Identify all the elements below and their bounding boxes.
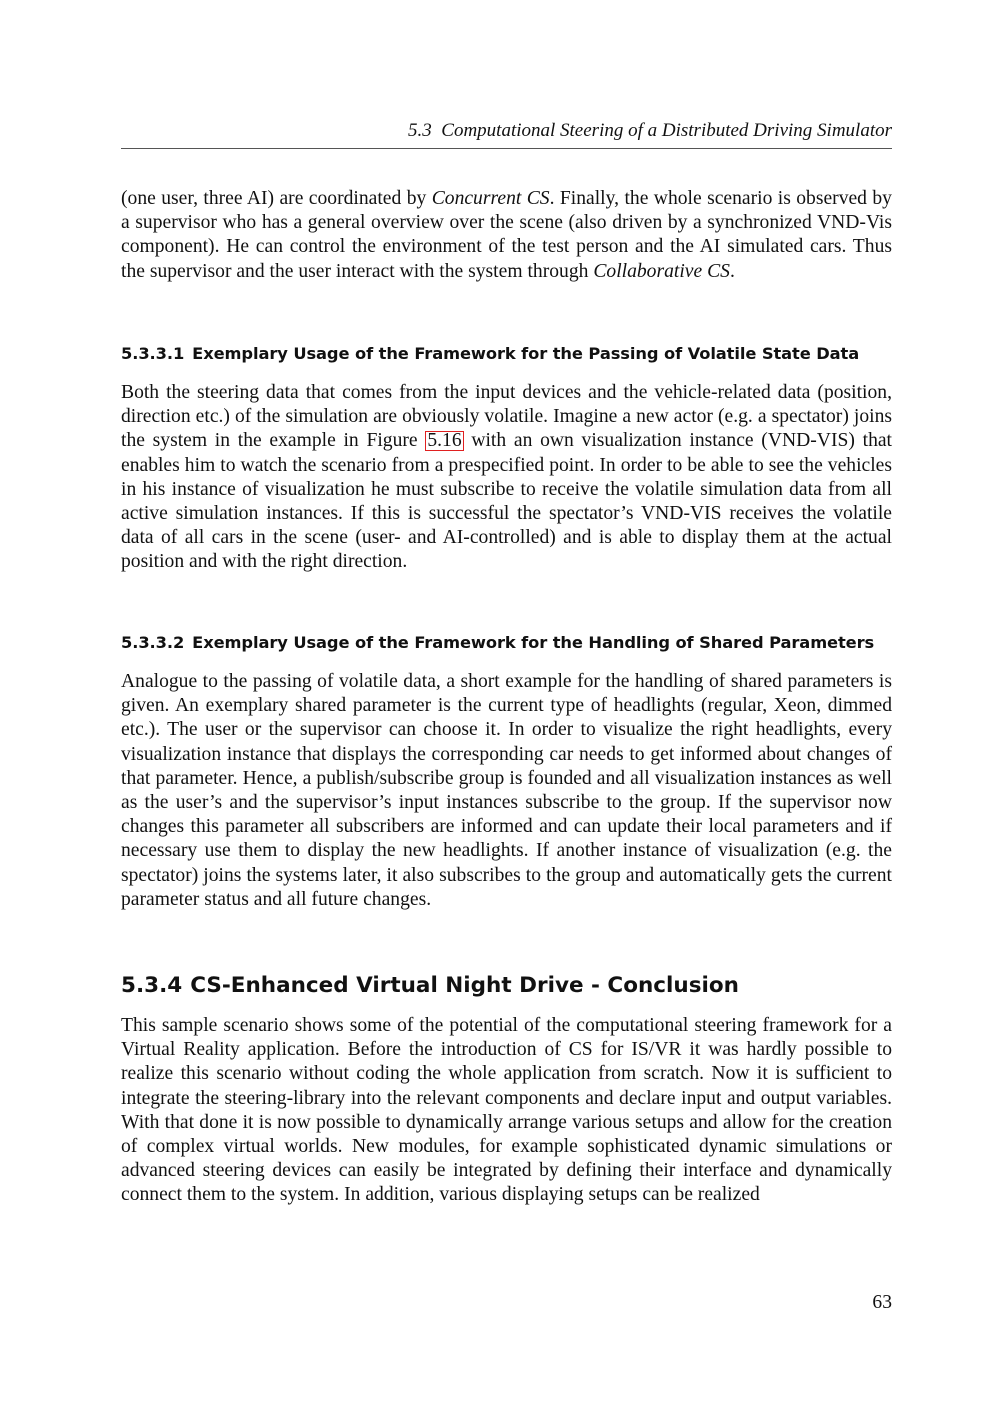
intro-block (121, 187, 892, 284)
subsection-title: Exemplary Usage of the Framework for the Passing of Volatile State Data (192, 344, 860, 363)
subsection-paragraph: Analogue to the passing of volatile data, a short example for the handling of shared parameters is given. An exemplary shared parameter is the current type of headlights (regular, Xeon, dimmed etc.). The user or the supervisor can choose it. In order to visualize the right headlights, every visualization instance that displays the corresponding car needs to get informed about changes of that parameter. Hence, a publish/subscribe group is founded and all visualization instances as well as the user’s and the supervisor’s input instances subscribe to the group. If the supervisor now changes this parameter all subscribers are informed and can update their local parameters and if necessary use them to display the new headlights. If another instance of visualization (e.g. the spectator) joins the systems later, it also subscribes to the group and automatically gets the current parameter status and all future changes. (121, 671, 892, 910)
subsection-5-3-3-1 (121, 343, 892, 365)
subsection-heading (121, 632, 892, 654)
figure-reference-link[interactable]: 5.16 (427, 430, 462, 452)
paragraph-text: Both the steering data that comes from the input devices and the vehicle-related data (position, direction etc.) of the simulation are obviously volatile. Imagine a new actor (e.g. a spectator) joins the system in the example in Figure (121, 382, 892, 452)
subsection-number: 5.3.3.1 (121, 344, 185, 363)
intro-emphasis-collaborative-cs: Collaborative CS (593, 260, 730, 282)
intro-text-2: . Finally, the whole scenario is observed by a supervisor who has a general overview over the scene (also driven by a synchronized VND-Vis component). He can control the environment of the test person and the AI simulated cars. Thus the supervisor and the user interact with the system through (121, 188, 892, 282)
subsection-5-3-3-1-body (121, 381, 892, 575)
subsection-paragraph (121, 381, 892, 575)
section-5-3-4 (121, 972, 892, 1000)
subsection-5-3-3-2-body (121, 670, 892, 912)
section-number: 5.3.4 (121, 973, 183, 998)
intro-emphasis-concurrent-cs: Concurrent CS (431, 188, 550, 209)
intro-paragraph (121, 187, 892, 284)
subsection-5-3-3-2 (121, 632, 892, 654)
paragraph-text: with an own visualization instance (VND-VIS) that enables him to watch the scenario from a prespecified point. In order to be able to see the vehicles in his instance of visualization he must subscribe to receive the volatile simulation data from all active simulation instances. If this is successful the spectator’s VND-VIS receives the volatile data of all cars in the scene (user- and AI-controlled) and is able to display them at the actual position and with the right direction. (121, 430, 892, 573)
subsection-heading (121, 343, 892, 365)
intro-text-1: (one user, three AI) are coordinated by (121, 188, 432, 209)
section-5-3-4-body (121, 1014, 892, 1208)
header-section-number: 5.3 (408, 120, 432, 141)
section-heading (121, 972, 892, 1000)
subsection-title: Exemplary Usage of the Framework for the Handling of Shared Parameters (192, 633, 875, 652)
intro-text-3: . (729, 260, 735, 282)
running-header (121, 119, 892, 149)
subsection-number: 5.3.3.2 (121, 633, 185, 652)
page-number: 63 (872, 1292, 892, 1313)
section-title: CS-Enhanced Virtual Night Drive - Conclusion (190, 973, 739, 998)
section-paragraph: This sample scenario shows some of the potential of the computational steering framework for a Virtual Reality application. Before the introduction of CS for IS/VR it was hardly possible to realize this scenario without coding the whole application from scratch. Now it is sufficient to integrate the steering-library into the relevant components and declare input and output variables. With that done it is now possible to dynamically arrange various setups and allow for the creation of complex virtual worlds. New modules, for example sophisticated dynamic simulations or advanced steering devices can easily be integrated by defining their interface and dynamically connect them to the system. In addition, various displaying setups can be realized (121, 1015, 892, 1206)
header-section-title: Computational Steering of a Distributed Driving Simulator (441, 120, 892, 141)
